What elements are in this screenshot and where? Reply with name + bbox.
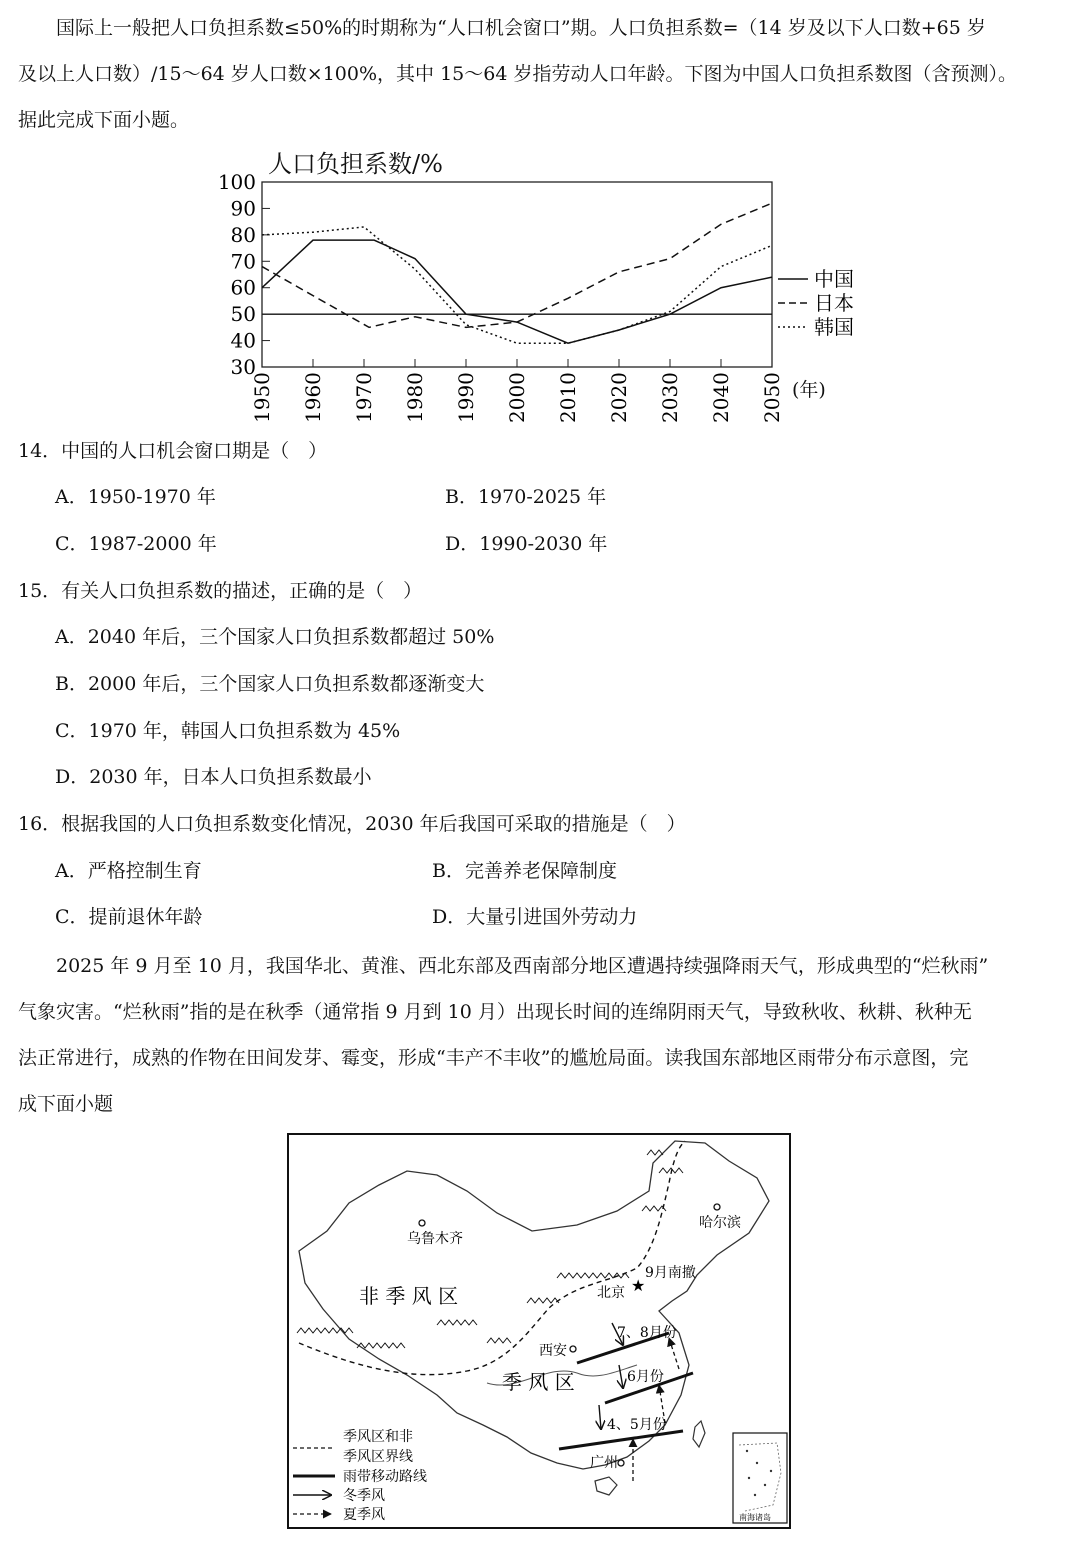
question-14-stem: 14．中国的人口机会窗口期是（ ） xyxy=(18,440,328,462)
series-line-japan xyxy=(262,203,772,327)
intro-line: 及以上人口数）/15～64 岁人口数×100%，其中 15～64 岁指劳动人口年龄。下图为中国人口负担系数图（含预测）。 xyxy=(18,63,1017,85)
y-tick-label: 40 xyxy=(230,328,256,353)
x-tick-label: 1970 xyxy=(352,372,376,423)
intro-line: 气象灾害。“烂秋雨”指的是在秋季（通常指 9 月到 10 月）出现长时间的连绵阴雨天气，导致秋收、秋耕、秋种无 xyxy=(18,1001,972,1023)
legend-winter-monsoon: 冬季风 xyxy=(343,1488,385,1504)
q15-option-b[interactable]: B．2000 年后，三个国家人口负担系数都逐渐变大 xyxy=(55,673,485,695)
y-tick-label: 80 xyxy=(230,222,256,247)
series-line-korea xyxy=(262,227,772,343)
city-label-guangzhou: 广州 xyxy=(590,1455,618,1471)
label-apr-may: 4、5月份 xyxy=(607,1417,667,1433)
dependency-ratio-chart xyxy=(200,140,880,430)
y-tick-label: 70 xyxy=(230,249,256,274)
legend-boundary-2: 季风区界线 xyxy=(343,1449,413,1465)
legend-label-china: 中国 xyxy=(814,267,854,291)
intro-line: 2025 年 9 月至 10 月，我国华北、黄淮、西北东部及西南部分地区遭遇持续强降雨天气，形成典型的“烂秋雨” xyxy=(56,955,989,977)
intro-line: 据此完成下面小题。 xyxy=(18,109,190,131)
x-axis-unit: (年) xyxy=(792,379,826,401)
legend-label-korea: 韩国 xyxy=(814,315,854,339)
intro-line: 国际上一般把人口负担系数≤50%的时期称为“人口机会窗口”期。人口负担系数=（14 岁及以下人口数+65 岁 xyxy=(56,17,986,39)
y-tick-label: 30 xyxy=(230,355,256,379)
x-tick-label: 2000 xyxy=(505,372,529,423)
q15-option-c[interactable]: C．1970 年，韩国人口负担系数为 45% xyxy=(55,720,401,742)
y-tick-label: 90 xyxy=(230,196,256,221)
x-tick-label: 2030 xyxy=(658,372,682,423)
q16-option-a[interactable]: A．严格控制生育 xyxy=(55,860,202,882)
x-tick-label: 1990 xyxy=(454,372,478,423)
q16-option-c[interactable]: C．提前退休年龄 xyxy=(55,906,203,928)
chart-title: 人口负担系数/% xyxy=(268,150,443,178)
q16-option-d[interactable]: D．大量引进国外劳动力 xyxy=(432,906,638,928)
question-15-stem: 15．有关人口负担系数的描述，正确的是（ ） xyxy=(18,580,423,602)
q15-option-d[interactable]: D．2030 年，日本人口负担系数最小 xyxy=(55,766,372,788)
legend xyxy=(778,267,854,339)
legend-rainbelt: 雨带移动路线 xyxy=(343,1469,427,1485)
q16-option-b[interactable]: B．完善养老保障制度 xyxy=(432,860,617,882)
q14-option-a[interactable]: A．1950-1970 年 xyxy=(55,486,216,508)
south-china-sea-inset xyxy=(733,1433,787,1523)
x-tick-label: 2020 xyxy=(607,372,631,423)
legend-label-japan: 日本 xyxy=(814,291,854,315)
beijing-star-icon: ★ xyxy=(631,1276,646,1295)
q14-option-c[interactable]: C．1987-2000 年 xyxy=(55,533,217,555)
city-label-beijing: 北京 xyxy=(597,1285,625,1301)
intro-line: 成下面小题 xyxy=(18,1093,114,1115)
y-tick-label: 60 xyxy=(230,275,256,300)
x-tick-label: 1980 xyxy=(403,372,427,423)
label-jun: 6月份 xyxy=(627,1369,664,1385)
label-jul-aug: 7、8月份 xyxy=(617,1325,677,1341)
q14-option-d[interactable]: D．1990-2030 年 xyxy=(445,533,608,555)
city-label-xian: 西安 xyxy=(539,1343,567,1359)
city-label-urumqi: 乌鲁木齐 xyxy=(407,1231,463,1247)
plot-frame xyxy=(262,182,772,367)
x-tick-label: 2010 xyxy=(556,372,580,423)
legend-summer-monsoon: 夏季风 xyxy=(343,1507,385,1523)
y-tick-label: 100 xyxy=(217,170,256,194)
legend-boundary-1: 季风区和非 xyxy=(343,1429,413,1445)
region-label-monsoon: 季 风 区 xyxy=(502,1370,575,1394)
inset-label: 南海诸岛 xyxy=(739,1513,771,1522)
intro-paragraph-1 xyxy=(18,5,1062,143)
series-line-china xyxy=(262,240,772,343)
label-sep-retreat: 9月南撤 xyxy=(645,1265,696,1281)
intro-line: 法正常进行，成熟的作物在田间发芽、霉变，形成“丰产不丰收”的尴尬局面。读我国东部地区雨带分布示意图，完 xyxy=(18,1047,969,1069)
x-tick-label: 1960 xyxy=(301,372,325,423)
x-tick-label: 1950 xyxy=(250,372,274,423)
region-label-non-monsoon: 非 季 风 区 xyxy=(359,1284,459,1308)
q14-option-b[interactable]: B．1970-2025 年 xyxy=(445,486,607,508)
q15-option-a[interactable]: A．2040 年后，三个国家人口负担系数都超过 50% xyxy=(55,626,495,648)
intro-paragraph-2 xyxy=(18,943,1062,1127)
rain-belt-map xyxy=(287,1133,791,1529)
y-tick-label: 50 xyxy=(230,302,256,327)
question-16-stem: 16．根据我国的人口负担系数变化情况，2030 年后我国可采取的措施是（ ） xyxy=(18,813,686,835)
x-tick-label: 2050 xyxy=(760,372,784,423)
x-tick-label: 2040 xyxy=(709,372,733,423)
city-label-harbin: 哈尔滨 xyxy=(699,1215,741,1231)
